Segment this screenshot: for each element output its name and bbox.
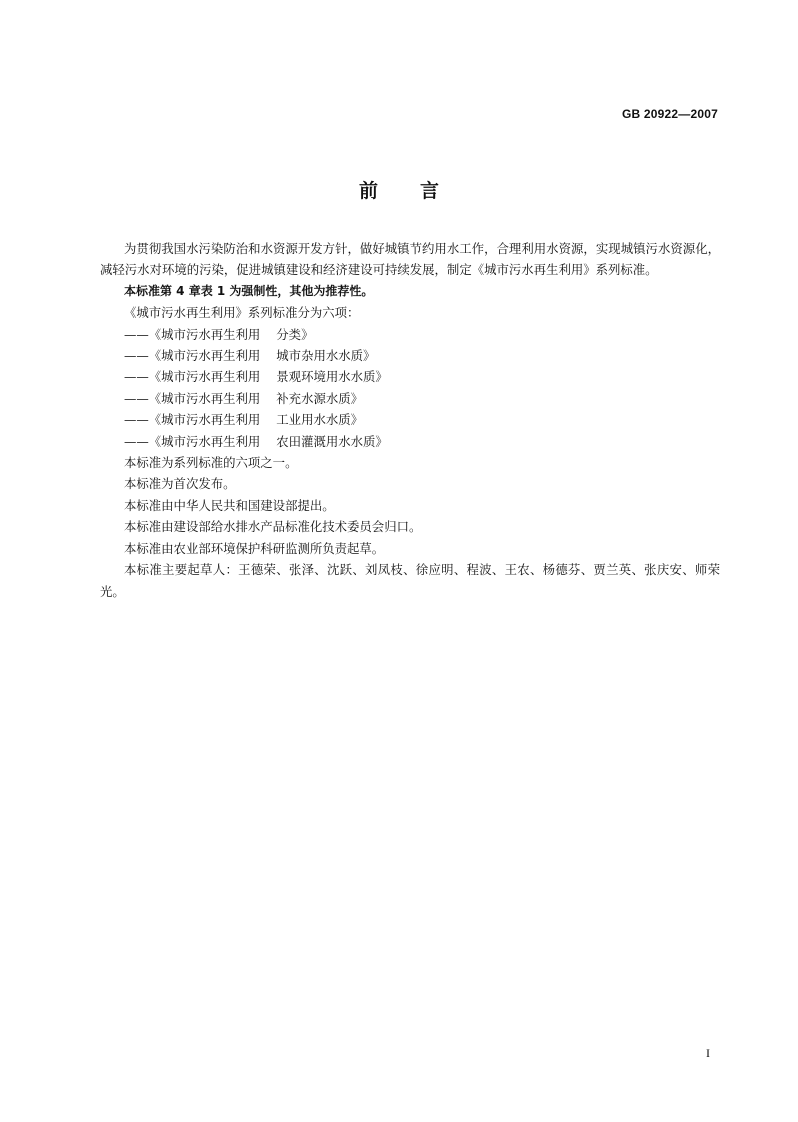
paragraph-first-release: 本标准为首次发布。 — [124, 476, 236, 492]
paragraph-drafters: 本标准主要起草人：王德荣、张泽、沈跃、刘凤枝、徐应明、程波、王农、杨德芬、贾兰英、张庆安、师荣光。 — [100, 562, 720, 599]
series-item: ——《城市污水再生利用 分类》 — [124, 326, 314, 342]
foreword-body — [100, 238, 720, 602]
page-number: I — [706, 1046, 710, 1060]
page-title: 前言 — [358, 180, 481, 202]
paragraph-drafting-org: 本标准由农业部环境保护科研监测所负责起草。 — [124, 540, 385, 556]
standard-number: GB 20922—2007 — [622, 107, 718, 121]
series-item: ——《城市污水再生利用 工业用水水质》 — [124, 412, 364, 428]
paragraph-mandatory: 本标准第 4 章表 1 为强制性，其他为推荐性。 — [124, 283, 374, 298]
series-item: ——《城市污水再生利用 城市杂用水水质》 — [124, 348, 376, 364]
series-item: ——《城市污水再生利用 补充水源水质》 — [124, 390, 364, 406]
paragraph-proposer: 本标准由中华人民共和国建设部提出。 — [124, 497, 335, 513]
paragraph-purpose: 为贯彻我国水污染防治和水资源开发方针，做好城镇节约用水工作，合理利用水资源，实现城镇污水资源化，减轻污水对环境的污染，促进城镇建设和经济建设可持续发展，制定《城市污水再生利用》系列标准。 — [100, 241, 720, 278]
paragraph-administrator: 本标准由建设部给水排水产品标准化技术委员会归口。 — [124, 519, 422, 535]
series-item: ——《城市污水再生利用 农田灌溉用水水质》 — [124, 433, 388, 449]
paragraph-series-intro: 《城市污水再生利用》系列标准分为六项： — [124, 305, 360, 321]
paragraph-series-part: 本标准为系列标准的六项之一。 — [124, 455, 298, 471]
series-item: ——《城市污水再生利用 景观环境用水水质》 — [124, 369, 388, 385]
